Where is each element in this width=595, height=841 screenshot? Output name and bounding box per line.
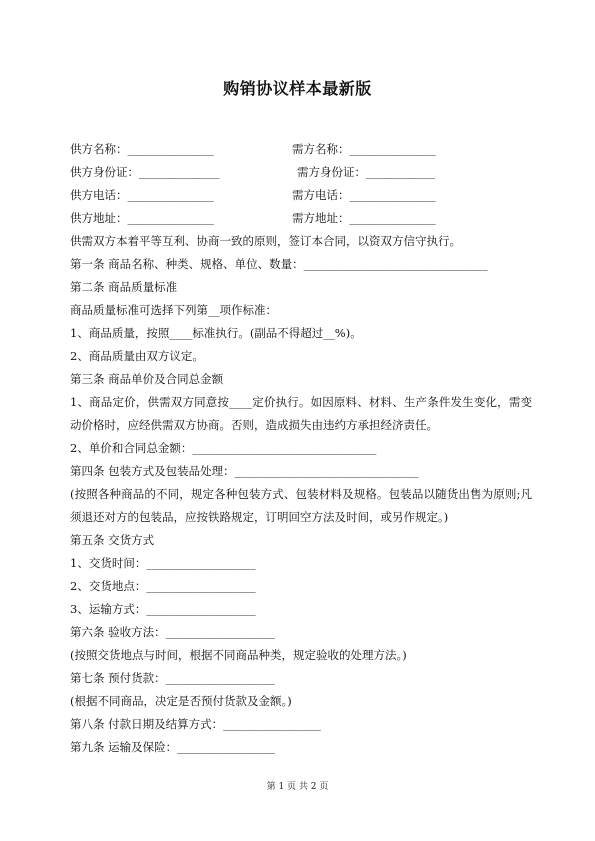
article-5-item-2: 2、交货地点：___________________ [70,579,256,593]
article-8: 第八条 付款日期及结算方式：_________________ [70,717,321,731]
article-5-item-3: 3、运输方式：___________________ [70,602,256,616]
article-3-heading: 第三条 商品单价及合同总金额 [70,372,224,386]
buyer-name-field: 需方名称：_______________ [292,142,436,156]
article-6-note: (按照交货地点与时间，根据不同商品种类，规定验收的处理方法。) [70,648,407,662]
article-2-item-1: 1、商品质量，按照____标准执行。(副品不得超过__%)。 [70,326,362,340]
article-7-note: (根据不同商品，决定是否预付货款及金额。) [70,694,292,708]
article-1: 第一条 商品名称、种类、规格、单位、数量：________________________________ [70,257,488,271]
supplier-phone-field: 供方电话：_______________ [70,188,214,202]
buyer-phone-field: 需方电话：_______________ [292,188,436,202]
article-6: 第六条 验收方法：___________________ [70,625,275,639]
page-number: 第 1 页 共 2 页 [266,782,329,792]
article-7: 第七条 预付货款：___________________ [70,671,275,685]
article-3-item-1: 1、商品定价，供需双方同意按____定价执行。如因原料、材料、生产条件发生变化，需变动价格时，应经供需双方协商。否则，造成损失由违约方承担经济责任。 [70,395,532,432]
buyer-address-field: 需方地址：_______________ [292,211,436,225]
article-4-note: (按照各种商品的不同，规定各种包装方式、包装材料及规格。包装品以随货出售为原则;凡须退还对方的包装品，应按铁路规定，订明回空方法及时间，或另作规定。) [70,487,532,524]
article-2-item-2: 2、商品质量由双方议定。 [70,349,204,363]
article-9: 第九条 运输及保险：_________________ [70,740,275,754]
article-5-item-1: 1、交货时间：___________________ [70,556,256,570]
document-title: 购销协议样本最新版 [223,79,372,98]
supplier-name-field: 供方名称：_______________ [70,142,214,156]
supplier-id-field: 供方身份证：______________ [70,165,220,179]
supplier-address-field: 供方地址：_______________ [70,211,214,225]
article-2-heading: 第二条 商品质量标准 [70,280,178,294]
article-5-heading: 第五条 交货方式 [70,533,155,547]
article-4: 第四条 包装方式及包装品处理：________________________________ [70,464,419,478]
preamble: 供需双方本着平等互利、协商一致的原则，签订本合同，以资双方信守执行。 [70,234,461,248]
article-2-intro: 商品质量标准可选择下列第__项作标准： [70,303,277,317]
buyer-id-field: 需方身份证：____________ [297,165,435,179]
article-3-item-2: 2、单价和合同总金额：________________________________ [70,441,377,455]
